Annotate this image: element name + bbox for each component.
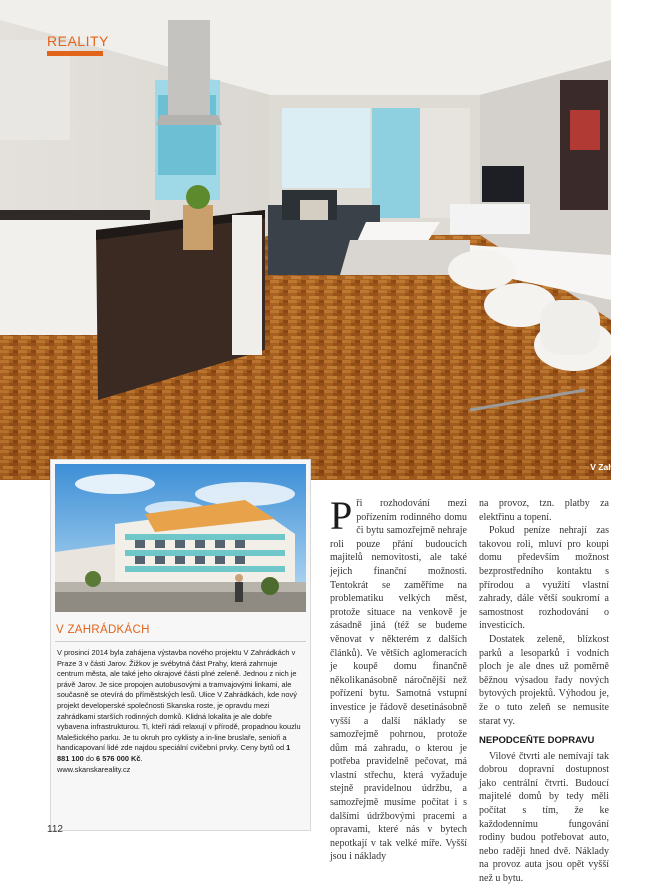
price-from: 1 881 100 [57, 743, 291, 763]
article-paragraph: Pokud peníze nehrají zas takovou roli, mluví pro koupi domu především možnost bezprostředního kontaktu s přírodou a využití vlastní zahrady, dále větší soukromí a samostnost rozhodování o investicích. [479, 525, 609, 632]
section-label: REALITY [47, 33, 109, 49]
page-number: 112 [47, 824, 63, 835]
price-to: 6 576 000 Kč [96, 753, 141, 763]
article-column-1 [330, 493, 467, 864]
drop-cap: P [330, 493, 353, 538]
article-paragraph: Dostatek zeleně, blízkost parků a lesoparků i vodních ploch je ale dnes už poměrně běžnou výsadou řady nových bytových projektů. Výhodou je, že o tuto zeleň se nemusíte starat vy. [479, 633, 609, 727]
article-paragraph: Vilové čtvrti ale nemívají tak dobrou dopravní dostupnost jako centrální čtvrti. Budoucí majitelé domů by tedy měli počítat s tím, že ke každodennímu fungování rodiny budou potřebovat auto, nebo raději hned dvě. Náklady na provoz auta jsou opět vyšší než u bytu. [479, 750, 609, 885]
article-column-2 [479, 497, 609, 886]
box-text-end: . [140, 753, 143, 763]
building-rendering-image [55, 464, 306, 612]
article-paragraph [330, 493, 467, 864]
building-illustration [55, 464, 306, 612]
article-intro-text: ři rozhodování mezi pořízením rodinného domu či bytu samozřejmě nehraje roli pouze přání budoucích majitelů nemovitosti, ale také jejich finanční možnosti. Tentokrát se zaměříme na problematiku velkých měst, protože situace na venkově je zásadně jiná (též se budeme věnovat v některém z dalších článků). Ve větších aglomeracích je koupě domu finančně několikanásobně náročnější než pořízení bytu. Samotná vstupní investice je řádově desetinásobně vyšší a další náklady se samozřejmě pohrnou, protože dům má zahradu, o kterou je potřeba pravidelně pečovat, má vlastní střechu, která vyžaduje stejně pravidelnou údržbu, a samozřejmě musíme počítat i s dalšími údržbovými pracemi a opravami, které nás v bytech nepotkají v tak velké míře. Vyšší jsou i náklady [330, 498, 467, 863]
section-label-underline [47, 51, 103, 56]
box-text [57, 648, 303, 775]
website-link[interactable]: www.skanskareality.cz [57, 764, 131, 774]
box-text-body: V prosinci 2014 byla zahájena výstavba nového projektu V Zahrádkách v Praze 3 v části Jarov. Žižkov je svébytná část Prahy, která zahrnuje centrum města, ale také jeho okrajové části plné zeleně. Jednou z nich je právě Jarov. Je sice propojen autobusovými a tramvajovými linkami, ale současně se otevírá do příměstských lesů. Ulice V Zahrádkách, kde nový projekt developerské společnosti Skanska roste, je opravdu mezi zahrádkami starších rodinných domků. Klidná lokalita je ale dobře vybavena infrastrukturou. Ti, kteří rádi relaxují v přírodě, propadnou kouzlu Malešického parku. Je tu okruh pro cyklisty a in-line bruslaře, senioři a handicapovaní lidé zde najdou speciální cvičební prvky. Ceny bytů od [57, 648, 301, 753]
box-divider [55, 641, 306, 642]
hero-caption: V Zahrádkách [590, 462, 646, 472]
article-subheading: NEPODCEŇTE DOPRAVU [479, 735, 595, 747]
article-paragraph-continued: na provoz, tzn. platby za elektřinu a topení. [479, 498, 609, 523]
project-info-box [50, 459, 311, 831]
box-heading: V ZAHRÁDKÁCH [56, 624, 150, 636]
box-text-connector: do [83, 753, 97, 763]
